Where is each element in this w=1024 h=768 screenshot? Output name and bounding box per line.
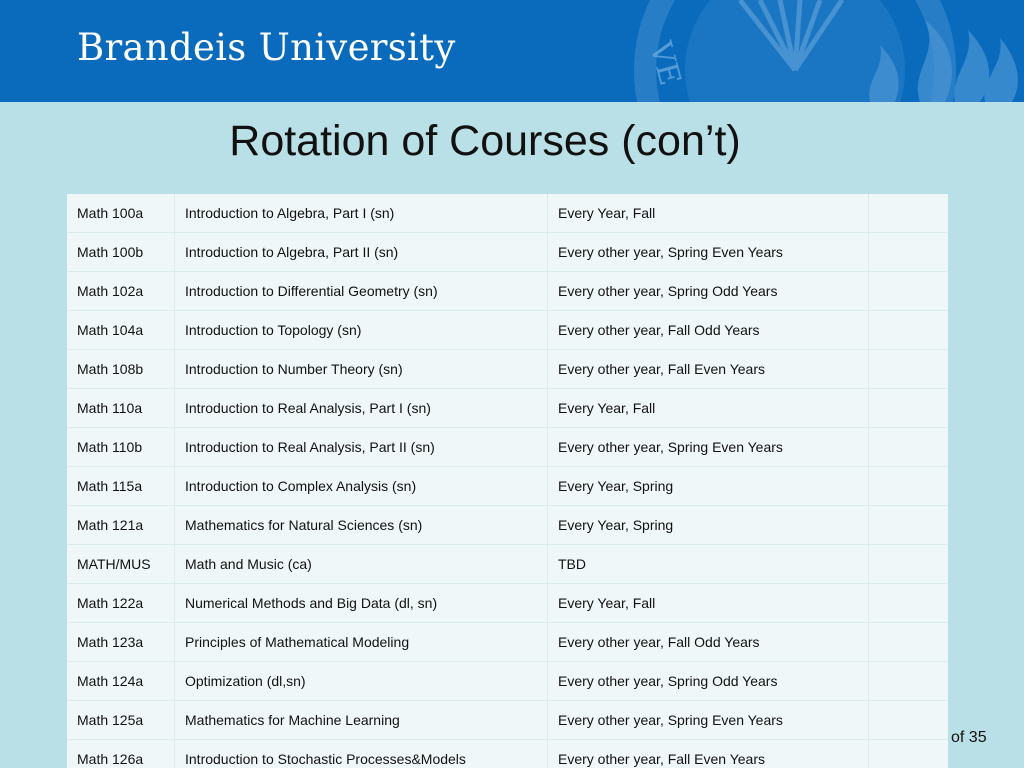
course-schedule-cell: Every other year, Spring Odd Years — [548, 272, 869, 311]
course-schedule-cell: Every other year, Fall Odd Years — [548, 311, 869, 350]
empty-cell — [869, 662, 949, 701]
course-title-cell: Mathematics for Natural Sciences (sn) — [175, 506, 548, 545]
course-schedule-cell: TBD — [548, 545, 869, 584]
course-title-cell: Mathematics for Machine Learning — [175, 701, 548, 740]
empty-cell — [869, 389, 949, 428]
table-row — [67, 350, 948, 389]
course-code-cell: Math 122a — [67, 584, 175, 623]
table-row — [67, 194, 948, 233]
course-code-cell: Math 108b — [67, 350, 175, 389]
course-schedule-cell: Every other year, Spring Even Years — [548, 428, 869, 467]
empty-cell — [869, 701, 949, 740]
course-title-cell: Introduction to Real Analysis, Part II (sn) — [175, 428, 548, 467]
table-row — [67, 389, 948, 428]
course-schedule-cell: Every other year, Spring Even Years — [548, 233, 869, 272]
header-banner — [0, 0, 1024, 102]
empty-cell — [869, 272, 949, 311]
course-title-cell: Introduction to Differential Geometry (sn) — [175, 272, 548, 311]
empty-cell — [869, 311, 949, 350]
course-code-cell: Math 115a — [67, 467, 175, 506]
empty-cell — [869, 545, 949, 584]
course-rotation-table — [67, 194, 948, 768]
table-row — [67, 662, 948, 701]
course-code-cell: Math 102a — [67, 272, 175, 311]
table-row — [67, 428, 948, 467]
course-schedule-cell: Every Year, Spring — [548, 467, 869, 506]
course-title-cell: Principles of Mathematical Modeling — [175, 623, 548, 662]
university-logo-text: Brandeis University — [77, 26, 456, 69]
course-title-cell: Introduction to Real Analysis, Part I (sn) — [175, 389, 548, 428]
course-title-cell: Introduction to Topology (sn) — [175, 311, 548, 350]
course-title-cell: Optimization (dl,sn) — [175, 662, 548, 701]
course-schedule-cell: Every other year, Fall Even Years — [548, 740, 869, 768]
course-code-cell: Math 100b — [67, 233, 175, 272]
empty-cell — [869, 623, 949, 662]
course-schedule-cell: Every Year, Fall — [548, 194, 869, 233]
course-schedule-cell: Every Year, Fall — [548, 584, 869, 623]
course-code-cell: Math 110b — [67, 428, 175, 467]
table-row — [67, 740, 948, 768]
empty-cell — [869, 233, 949, 272]
course-title-cell: Math and Music (ca) — [175, 545, 548, 584]
course-schedule-cell: Every Year, Fall — [548, 389, 869, 428]
course-code-cell: Math 125a — [67, 701, 175, 740]
table-row — [67, 506, 948, 545]
empty-cell — [869, 350, 949, 389]
university-seal-graphic — [620, 0, 1024, 102]
course-code-cell: Math 123a — [67, 623, 175, 662]
course-schedule-cell: Every other year, Fall Even Years — [548, 350, 869, 389]
table-row — [67, 311, 948, 350]
course-code-cell: MATH/MUS — [67, 545, 175, 584]
course-code-cell: Math 126a — [67, 740, 175, 768]
table-row — [67, 584, 948, 623]
course-title-cell: Introduction to Algebra, Part II (sn) — [175, 233, 548, 272]
course-title-cell: Introduction to Number Theory (sn) — [175, 350, 548, 389]
course-title-cell: Introduction to Algebra, Part I (sn) — [175, 194, 548, 233]
course-code-cell: Math 104a — [67, 311, 175, 350]
empty-cell — [869, 584, 949, 623]
table-row — [67, 467, 948, 506]
slide-title: Rotation of Courses (con’t) — [229, 117, 741, 165]
course-schedule-cell: Every other year, Spring Even Years — [548, 701, 869, 740]
empty-cell — [869, 506, 949, 545]
table-row — [67, 701, 948, 740]
course-schedule-cell: Every other year, Fall Odd Years — [548, 623, 869, 662]
empty-cell — [869, 467, 949, 506]
table-row — [67, 545, 948, 584]
course-schedule-cell: Every other year, Spring Odd Years — [548, 662, 869, 701]
empty-cell — [869, 194, 949, 233]
page-number: of 35 — [951, 729, 987, 746]
course-title-cell: Introduction to Stochastic Processes&Models — [175, 740, 548, 768]
course-code-cell: Math 121a — [67, 506, 175, 545]
table-row — [67, 272, 948, 311]
course-schedule-cell: Every Year, Spring — [548, 506, 869, 545]
table-row — [67, 233, 948, 272]
empty-cell — [869, 428, 949, 467]
course-code-cell: Math 110a — [67, 389, 175, 428]
course-title-cell: Introduction to Complex Analysis (sn) — [175, 467, 548, 506]
svg-text:VE: VE — [642, 38, 688, 90]
empty-cell — [869, 740, 949, 768]
course-code-cell: Math 124a — [67, 662, 175, 701]
course-title-cell: Numerical Methods and Big Data (dl, sn) — [175, 584, 548, 623]
table-row — [67, 623, 948, 662]
course-code-cell: Math 100a — [67, 194, 175, 233]
